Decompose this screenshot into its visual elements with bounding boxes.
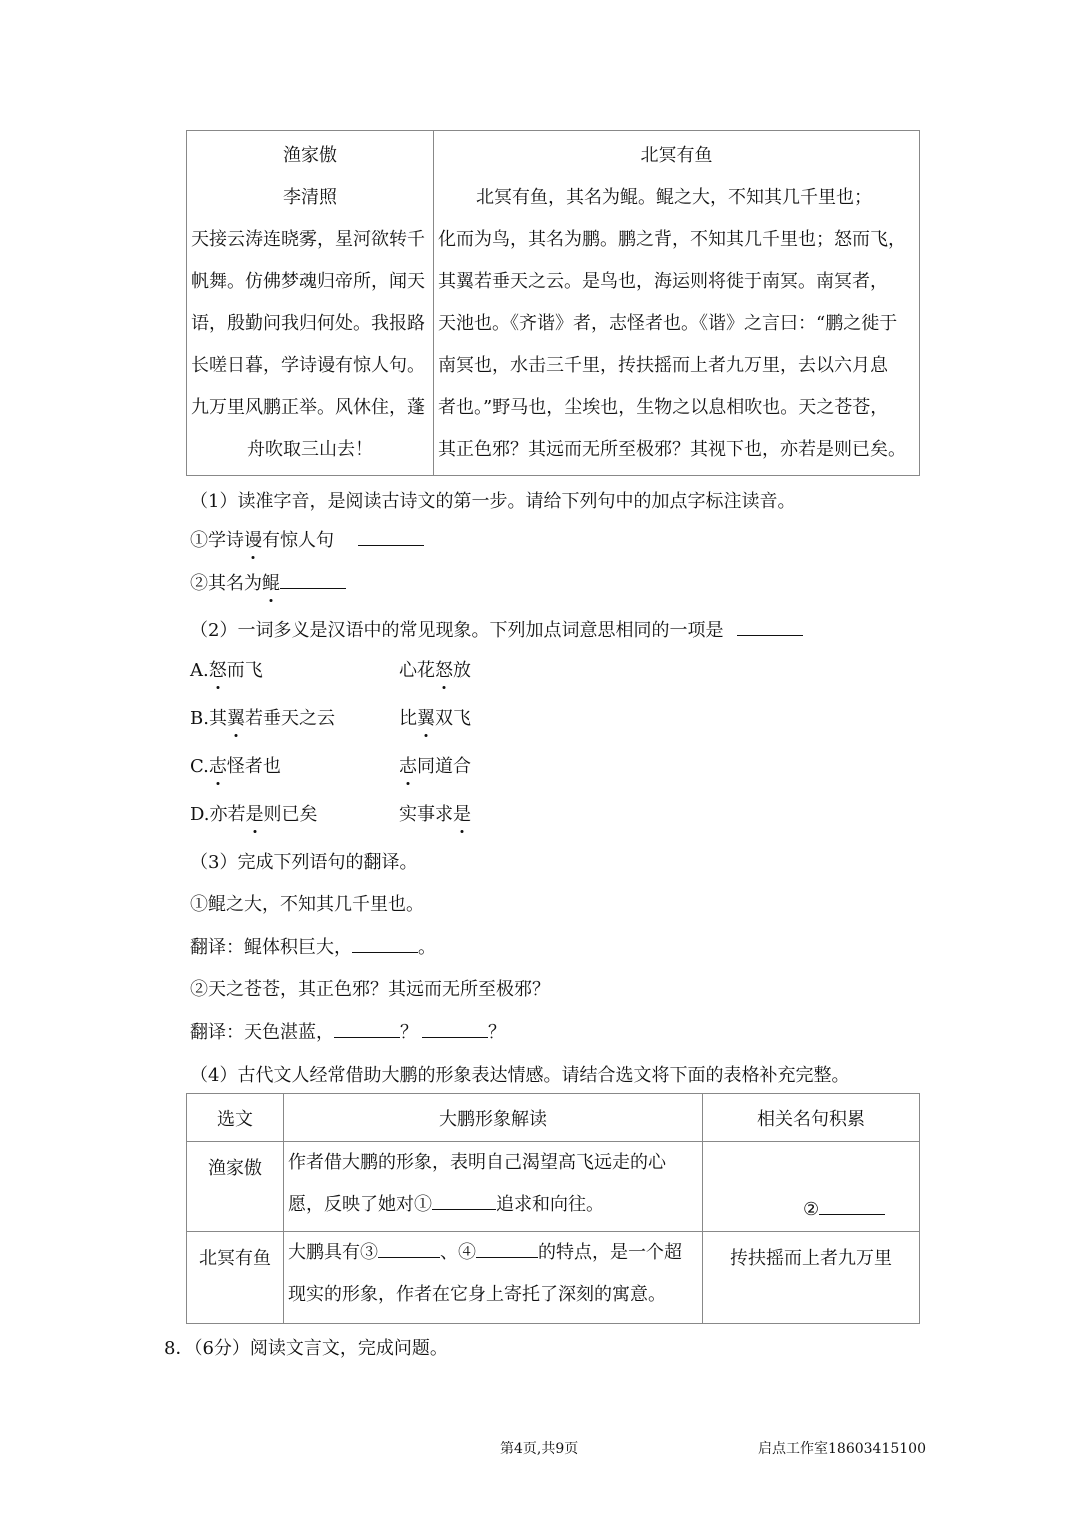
dotted-char: 志 xyxy=(209,752,227,778)
q2-option-a[interactable]: A.怒而飞 xyxy=(190,656,263,682)
q4-stem: （4）古代文人经常借助大鹏的形象表达情感。请结合选文将下面的表格补充完整。 xyxy=(190,1065,850,1086)
yujiaao-cell xyxy=(187,131,434,476)
poem-line: 天接云涛连晓雾，星河欲转千 xyxy=(191,229,425,250)
row-yujiaao: 渔家傲 xyxy=(187,1142,284,1232)
prose-line: 天池也。《齐谐》者，志怪者也。《谐》之言曰：“鹏之徙于 xyxy=(438,313,898,334)
dotted-char: 鲲 xyxy=(262,569,280,595)
prose-line: 化而为鸟，其名为鹏。鹏之背，不知其几千里也；怒而飞， xyxy=(438,229,906,250)
page-number: 第4页,共9页 xyxy=(500,1441,579,1457)
beiming-cell xyxy=(434,131,920,476)
answer-blank[interactable] xyxy=(378,1239,440,1258)
q3-stem: （3）完成下列语句的翻译。 xyxy=(190,852,418,873)
answer-blank[interactable] xyxy=(334,1019,400,1038)
interpretation-yujiaao: 作者借大鹏的形象，表明自己渴望高飞远走的心 愿，反映了她对① 追求和向往。 xyxy=(284,1142,703,1232)
q2-option-d-compare: 实事求是 xyxy=(399,800,471,826)
prose-line: 南冥也，水击三千里，抟扶摇而上者九万里，去以六月息 xyxy=(438,355,888,376)
q8-stem: 8．（6分）阅读文言文，完成问题。 xyxy=(164,1338,448,1359)
poem-line: 长嗟日暮，学诗谩有惊人句。 xyxy=(191,355,425,376)
dotted-char: 志 xyxy=(399,752,417,778)
quote-beiming: 抟扶摇而上者九万里 xyxy=(703,1232,920,1324)
q2-option-b[interactable]: B.其翼若垂天之云 xyxy=(190,704,335,730)
answer-blank[interactable] xyxy=(819,1196,885,1215)
q2-option-b-compare: 比翼双飞 xyxy=(399,704,471,730)
header-interpretation: 大鹏形象解读 xyxy=(284,1094,703,1142)
q1-stem: （1）读准字音，是阅读古诗文的第一步。请给下列句中的加点字标注读音。 xyxy=(190,491,796,512)
poem-line: 帆舞。仿佛梦魂归帝所，闻天 xyxy=(191,271,425,292)
header-selection: 选文 xyxy=(187,1094,284,1142)
q2-stem: （2）一词多义是汉语中的常见现象。下列加点词意思相同的一项是 xyxy=(190,616,803,642)
dotted-char: 是 xyxy=(453,800,471,826)
interpretation-beiming: 大鹏具有③ 、④ 的特点，是一个超 现实的形象，作者在它身上寄托了深刻的寓意。 xyxy=(284,1232,703,1324)
studio-credit: 启点工作室18603415100 xyxy=(758,1441,926,1457)
poem-table xyxy=(186,130,920,476)
answer-blank[interactable] xyxy=(476,1239,538,1258)
q3-translation-2: 翻译：天色湛蓝， ？ ？ xyxy=(190,1018,506,1044)
prose-line: 其正色邪？其远而无所至极邪？其视下也，亦若是则已矣。 xyxy=(438,439,906,460)
q1-item2: ②其名为鲲 xyxy=(190,569,346,595)
q2-option-a-compare: 心花怒放 xyxy=(399,656,471,682)
eagle-table xyxy=(186,1093,920,1324)
header-quotes: 相关名句积累 xyxy=(703,1094,920,1142)
dotted-char: 谩 xyxy=(244,526,262,552)
poem-author: 李清照 xyxy=(283,187,337,208)
prose-line: 者也。”野马也，尘埃也，生物之以息相吹也。天之苍苍， xyxy=(438,397,889,418)
prose-line: 北冥有鱼，其名为鲲。鲲之大，不知其几千里也； xyxy=(476,187,872,208)
dotted-char: 翼 xyxy=(417,704,435,730)
prose-line: 其翼若垂天之云。是鸟也，海运则将徙于南冥。南冥者， xyxy=(438,271,888,292)
q2-option-d[interactable]: D.亦若是则已矣 xyxy=(190,800,318,826)
q3-sentence-2: ②天之苍苍，其正色邪？其远而无所至极邪？ xyxy=(190,979,550,1000)
poem-title: 渔家傲 xyxy=(283,145,337,166)
quote-yujiaao: ② xyxy=(703,1142,920,1232)
q2-option-c[interactable]: C.志怪者也 xyxy=(190,752,281,778)
answer-blank[interactable] xyxy=(422,1019,488,1038)
answer-blank[interactable] xyxy=(358,527,424,546)
answer-blank[interactable] xyxy=(280,570,346,589)
answer-blank[interactable] xyxy=(737,617,803,636)
poem-line: 舟吹取三山去！ xyxy=(247,439,373,460)
row-beiming: 北冥有鱼 xyxy=(187,1232,284,1324)
answer-blank[interactable] xyxy=(352,934,418,953)
dotted-char: 怒 xyxy=(435,656,453,682)
dotted-char: 是 xyxy=(246,800,264,826)
q1-item1: ①学诗谩有惊人句 xyxy=(190,526,424,552)
dotted-char: 翼 xyxy=(227,704,245,730)
prose-title: 北冥有鱼 xyxy=(640,145,713,166)
q3-sentence-1: ①鲲之大，不知其几千里也。 xyxy=(190,894,424,915)
poem-line: 语，殷勤问我归何处。我报路 xyxy=(191,313,425,334)
q3-translation-1: 翻译：鲲体积巨大， 。 xyxy=(190,933,436,959)
q2-option-c-compare: 志同道合 xyxy=(399,752,471,778)
poem-line: 九万里风鹏正举。风休住，蓬 xyxy=(191,397,425,418)
answer-blank[interactable] xyxy=(432,1191,496,1210)
dotted-char: 怒 xyxy=(209,656,227,682)
